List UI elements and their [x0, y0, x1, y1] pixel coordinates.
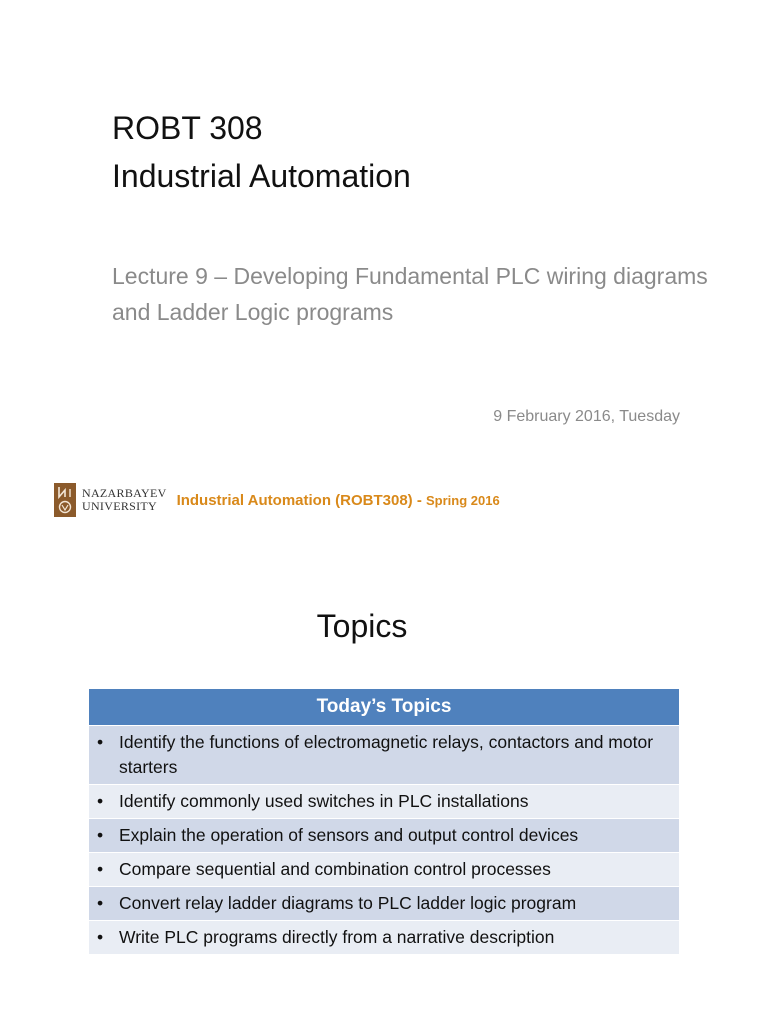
bullet-icon: • [97, 893, 104, 913]
topic-item: Write PLC programs directly from a narrative description [119, 927, 555, 947]
university-name-line1: NAZARBAYEV [82, 486, 167, 500]
table-row [89, 819, 679, 853]
topic-item: Compare sequential and combination control processes [119, 859, 551, 879]
course-name: Industrial Automation [112, 158, 411, 194]
topics-table [89, 689, 679, 954]
footer-season: Spring 2016 [426, 492, 500, 508]
topics-heading: Topics [316, 608, 408, 644]
topic-item: Explain the operation of sensors and output control devices [119, 825, 579, 845]
topic-item: Identify commonly used switches in PLC installations [119, 791, 529, 811]
slide-footer [54, 482, 500, 518]
table-row [89, 887, 679, 921]
table-header: Today’s Topics [89, 689, 679, 726]
table-row [89, 726, 679, 785]
lecture-subtitle: Lecture 9 – Developing Fundamental PLC wiring diagrams and Ladder Logic programs [112, 263, 708, 325]
table-row [89, 921, 679, 955]
bullet-icon: • [97, 732, 104, 752]
topic-item: Convert relay ladder diagrams to PLC ladder logic program [119, 893, 577, 913]
university-name [82, 487, 167, 513]
topic-item: Identify the functions of electromagnetic relays, contactors and motor starters [119, 732, 654, 777]
footer-course-label: Industrial Automation (ROBT308) - [176, 491, 427, 509]
table-row [89, 853, 679, 887]
footer-course-text [177, 492, 500, 509]
slide-title [112, 104, 411, 200]
university-logo-icon [54, 483, 76, 517]
bullet-icon: • [97, 859, 104, 879]
table-row [89, 785, 679, 819]
bullet-icon: • [97, 927, 104, 947]
bullet-icon: • [97, 825, 104, 845]
lecture-date: 9 February 2016, Tuesday [493, 408, 680, 425]
university-name-line2: UNIVERSITY [82, 499, 157, 513]
bullet-icon: • [97, 791, 104, 811]
course-code: ROBT 308 [112, 110, 263, 146]
